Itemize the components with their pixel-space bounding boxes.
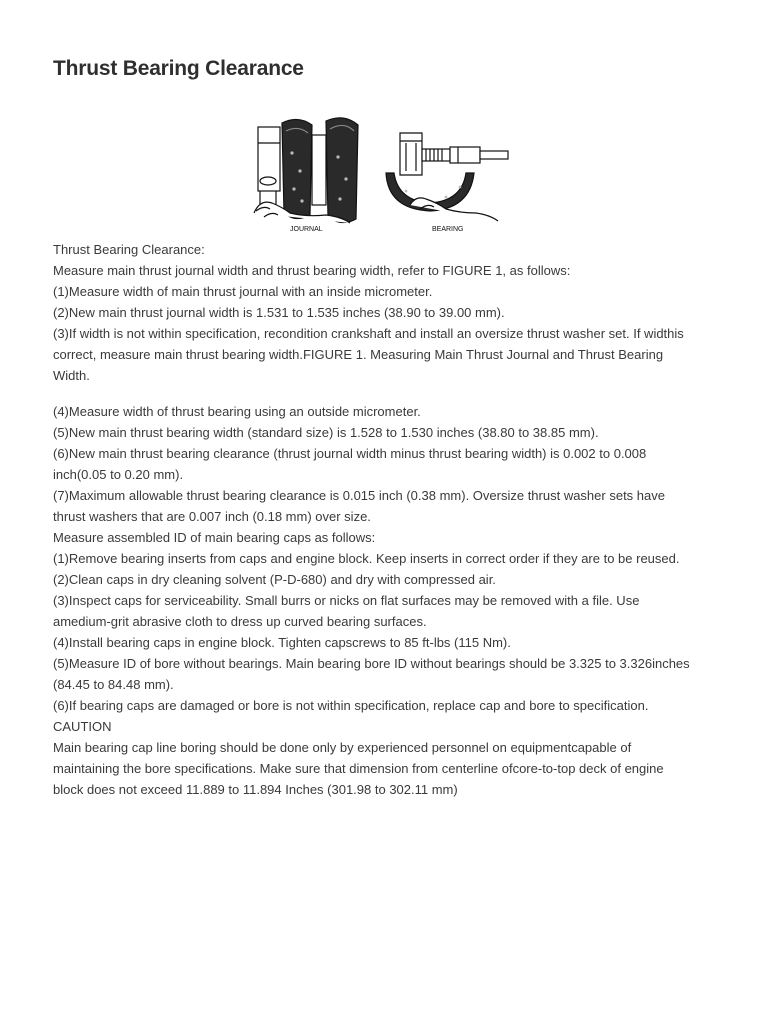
text-line: maintaining the bore specifications. Make sure that dimension from centerline ofcore-to-top deck of engine [53,761,664,776]
bearing-illustration [386,133,508,221]
text-line: (5)New main thrust bearing width (standard size) is 1.528 to 1.530 inches (38.80 to 38.85 mm). [53,425,599,440]
text-line: Measure assembled ID of main bearing caps as follows: [53,530,376,545]
text-line: (5)Measure ID of bore without bearings. Main bearing bore ID without bearings should be 3.325 to 3.326inches [53,656,690,671]
figure-illustration [246,113,516,235]
text-line: (1)Remove bearing inserts from caps and engine block. Keep inserts in correct order if they are to be reused. [53,551,680,566]
text-line: amedium-grit abrasive cloth to dress up curved bearing surfaces. [53,614,427,629]
figure-label-bearing: BEARING [432,226,464,233]
caution-heading: CAUTION [53,719,112,734]
text-line: Main bearing cap line boring should be done only by experienced personnel on equipmentcapable of [53,740,632,755]
text-line: Width. [53,368,90,383]
body-text [53,239,723,800]
text-line: (3)Inspect caps for serviceability. Small burrs or nicks on flat surfaces may be removed with a file. Use [53,593,640,608]
text-line: Thrust Bearing Clearance: [53,242,205,257]
text-line: (7)Maximum allowable thrust bearing clearance is 0.015 inch (0.38 mm). Oversize thrust washer sets have [53,488,665,503]
figure-label-journal: JOURNAL [290,226,323,233]
text-line: block does not exceed 11.889 to 11.894 Inches (301.98 to 302.11 mm) [53,782,458,797]
journal-illustration [254,118,358,223]
text-line: (2)New main thrust journal width is 1.531 to 1.535 inches (38.90 to 39.00 mm). [53,305,505,320]
text-line: (3)If width is not within specification, recondition crankshaft and install an oversize thrust washer set. If widthis [53,326,684,341]
measurement-figure [246,113,516,235]
text-line: thrust washers that are 0.007 inch (0.18 mm) over size. [53,509,371,524]
text-line: inch(0.05 to 0.20 mm). [53,467,184,482]
text-line: (1)Measure width of main thrust journal with an inside micrometer. [53,284,433,299]
text-line: correct, measure main thrust bearing width.FIGURE 1. Measuring Main Thrust Journal and Thrust Bearing [53,347,664,362]
text-line: (2)Clean caps in dry cleaning solvent (P-D-680) and dry with compressed air. [53,572,496,587]
page-title: Thrust Bearing Clearance [53,57,304,80]
paragraph-gap [53,386,723,401]
text-line: (4)Install bearing caps in engine block. Tighten capscrews to 85 ft-lbs (115 Nm). [53,635,511,650]
text-line: (6)New main thrust bearing clearance (thrust journal width minus thrust bearing width) is 0.002 to 0.008 [53,446,647,461]
text-line: (84.45 to 84.48 mm). [53,677,174,692]
text-line: (6)If bearing caps are damaged or bore is not within specification, replace cap and bore to specification. [53,698,649,713]
text-line: (4)Measure width of thrust bearing using an outside micrometer. [53,404,421,419]
text-line: Measure main thrust journal width and thrust bearing width, refer to FIGURE 1, as follows: [53,263,571,278]
